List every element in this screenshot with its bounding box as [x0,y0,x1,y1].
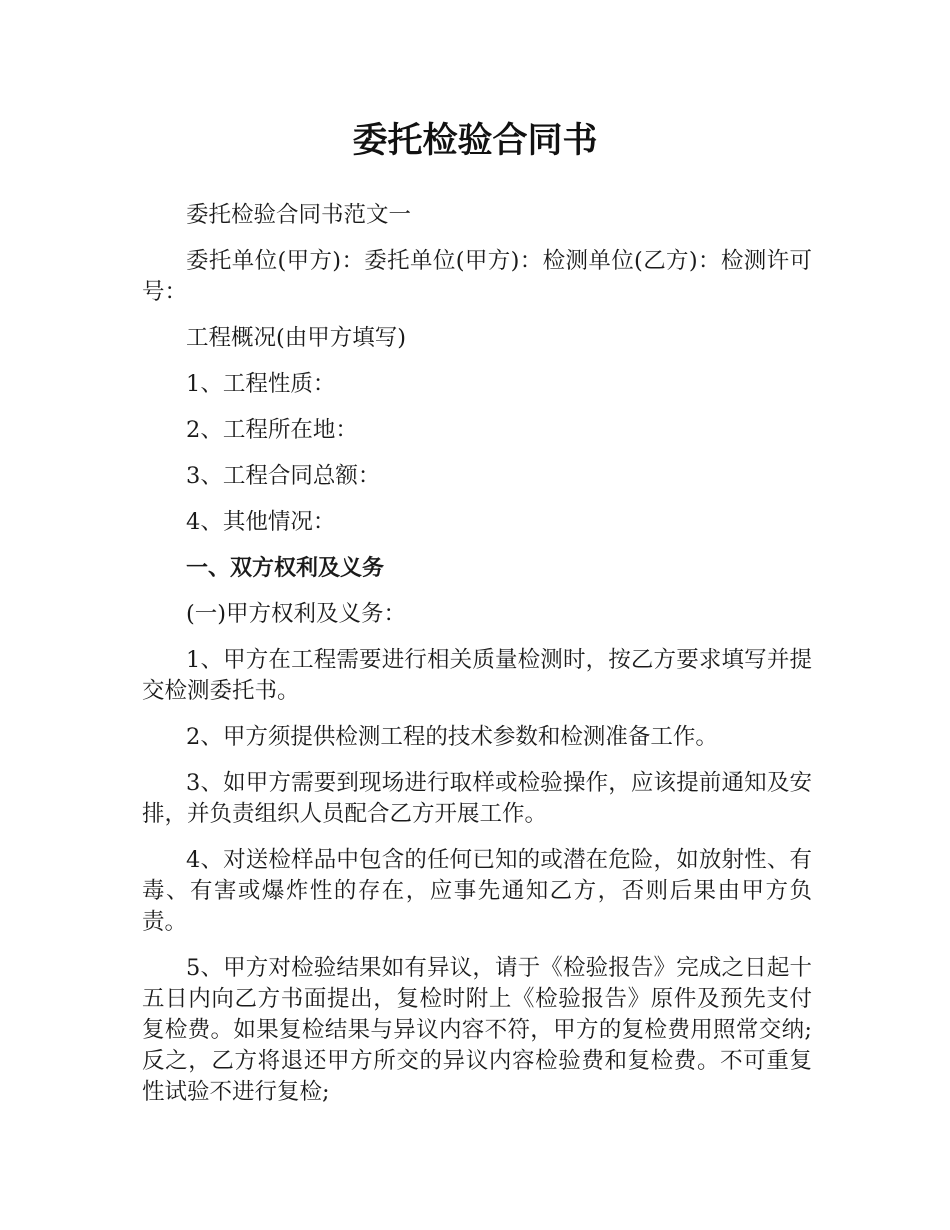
paragraph-project-overview: 工程概况(由甲方填写) [186,325,407,351]
document-body [142,200,812,1123]
clause-5: 5、甲方对检验结果如有异议，请于《检验报告》完成之日起十五日内向乙方书面提出，复检时附上《检验报告》原件及预先支付复检费。如果复检结果与异议内容不符，甲方的复检费用照常交纳;反之，乙方将退还甲方所交的异议内容检验费和复检费。不可重复性试验不进行复检; [142,955,812,1105]
clause-3: 3、如甲方需要到现场进行取样或检验操作，应该提前通知及安排，并负责组织人员配合乙方开展工作。 [142,770,812,827]
paragraph-parties: 委托单位(甲方)：委托单位(甲方)：检测单位(乙方)：检测许可号： [142,248,812,305]
clause-4: 4、对送检样品中包含的任何已知的或潜在危险，如放射性、有毒、有害或爆炸性的存在，应事先通知乙方，否则后果由甲方负责。 [142,847,812,935]
section-heading-rights-obligations: 一、双方权利及义务 [186,556,385,581]
paragraph-subtitle: 委托检验合同书范文一 [186,202,412,228]
paragraph-other-info: 4、其他情况： [186,509,336,535]
clause-2: 2、甲方须提供检测工程的技术参数和检测准备工作。 [186,724,718,750]
clause-1: 1、甲方在工程需要进行相关质量检测时，按乙方要求填写并提交检测委托书。 [142,647,812,704]
paragraph-project-location: 2、工程所在地： [186,417,358,443]
subsection-heading-party-a: (一)甲方权利及义务： [186,601,407,627]
document-title: 委托检验合同书 [352,121,598,161]
paragraph-contract-amount: 3、工程合同总额： [186,463,381,489]
paragraph-project-nature: 1、工程性质： [186,371,336,397]
